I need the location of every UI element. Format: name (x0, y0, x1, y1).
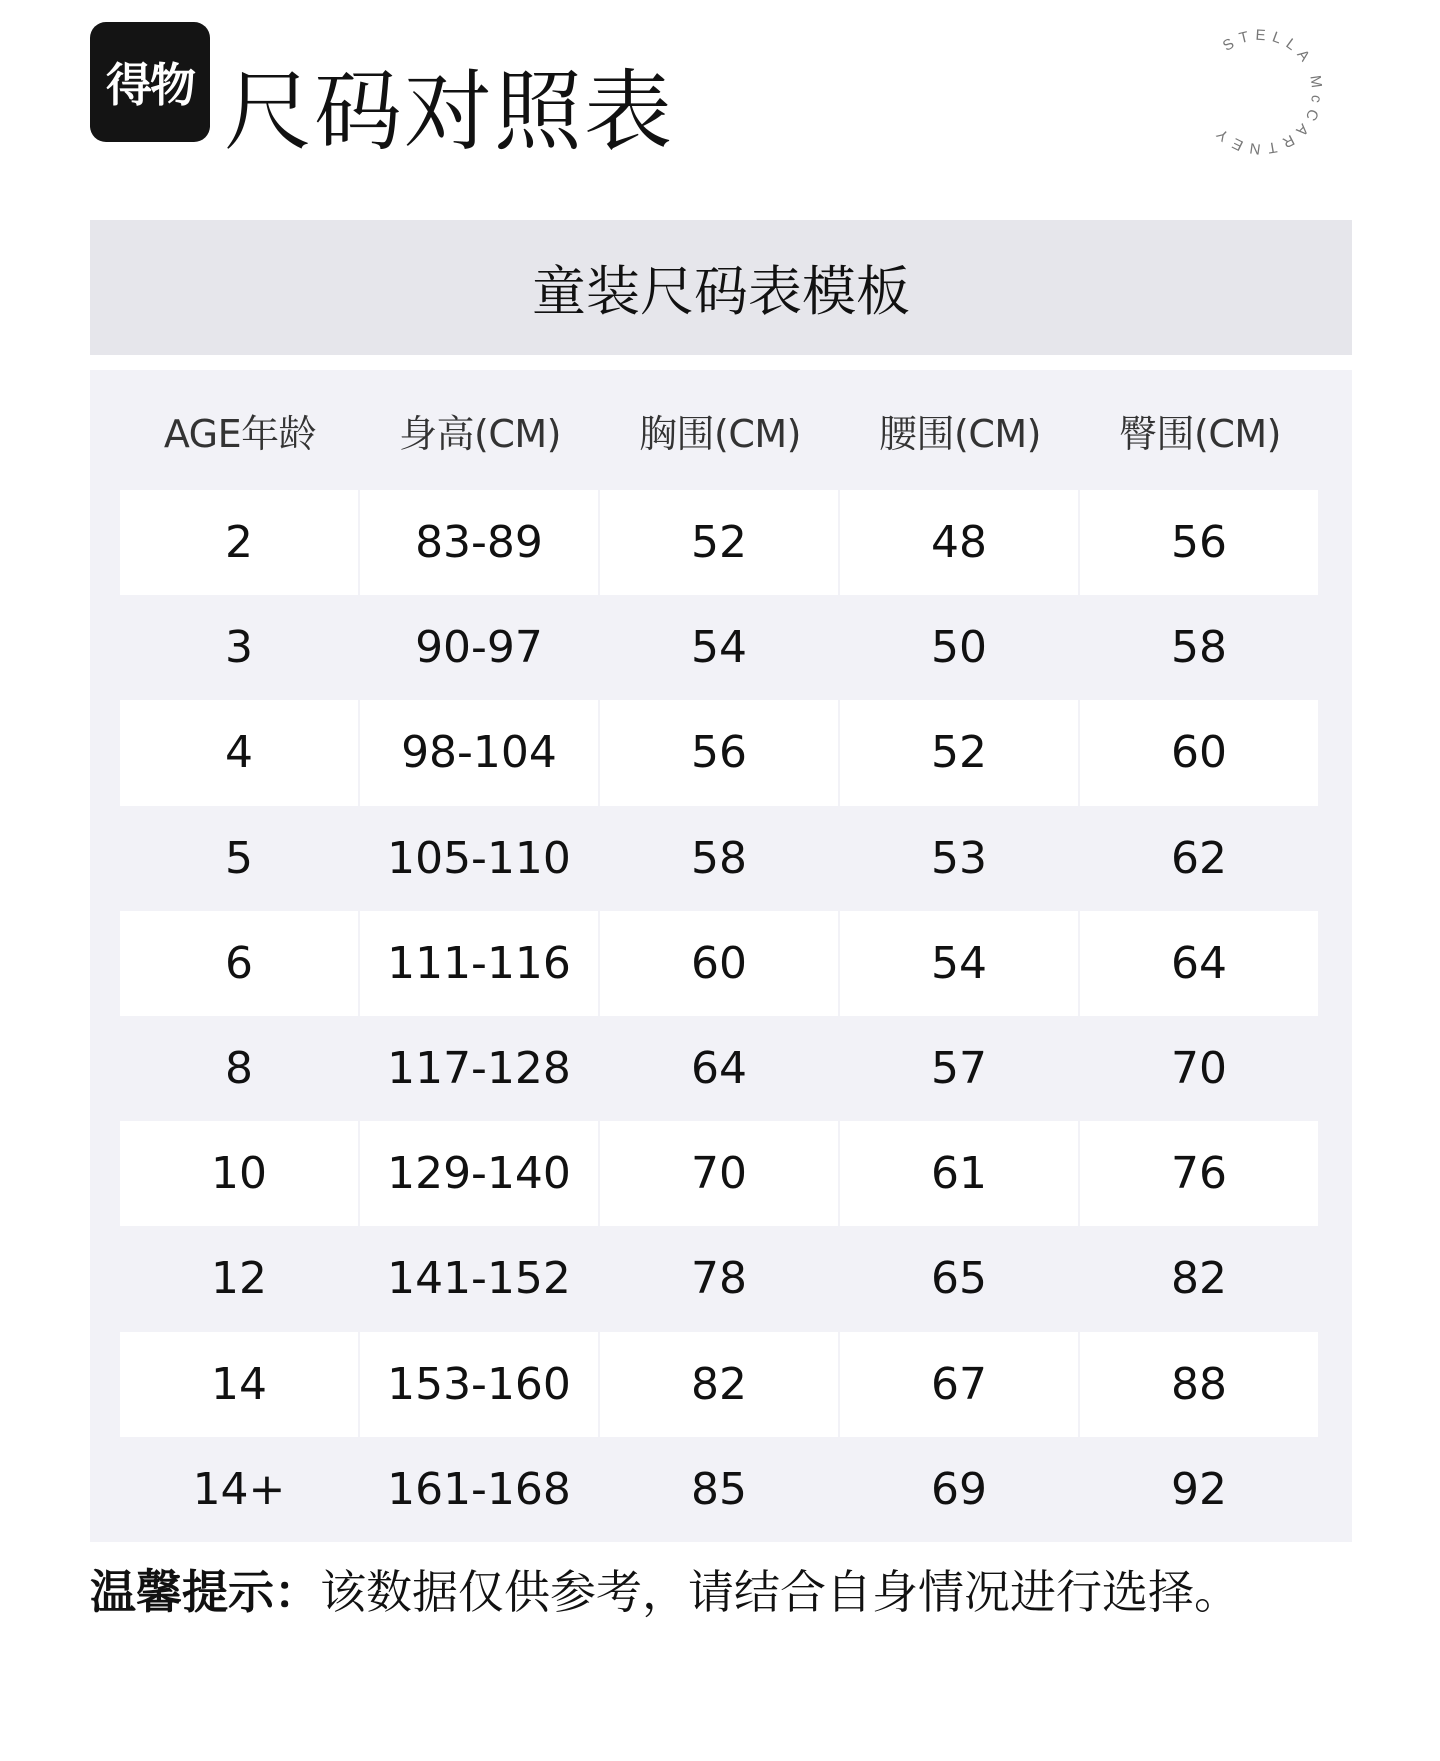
table-row (120, 806, 1320, 911)
cell-chest: 58 (691, 832, 747, 884)
cell-height: 129-140 (360, 1121, 598, 1226)
column-header-age: AGE年龄 (163, 411, 317, 456)
cell-height: 98-104 (360, 700, 598, 805)
brand-ring-logo (1190, 22, 1330, 162)
table-row (120, 1226, 1320, 1331)
table-row (120, 1121, 1320, 1226)
table-row (120, 490, 1320, 595)
cell-hip: 82 (1171, 1253, 1227, 1305)
cell-waist: 54 (840, 911, 1078, 1016)
cell-chest: 54 (691, 622, 747, 674)
cell-chest: 64 (691, 1043, 747, 1095)
template-title-bar (90, 220, 1352, 355)
cell-height: 161-168 (387, 1463, 571, 1515)
cell-hip: 56 (1080, 490, 1318, 595)
cell-chest: 60 (600, 911, 838, 1016)
cell-waist: 53 (931, 832, 987, 884)
cell-chest: 78 (691, 1253, 747, 1305)
cell-waist: 69 (931, 1463, 987, 1515)
cell-chest: 52 (600, 490, 838, 595)
cell-height: 153-160 (360, 1332, 598, 1437)
cell-hip: 60 (1080, 700, 1318, 805)
cell-hip: 88 (1080, 1332, 1318, 1437)
app-logo (90, 22, 210, 142)
template-title: 童装尺码表模板 (532, 260, 910, 323)
header (90, 22, 1350, 182)
cell-age: 14 (120, 1332, 358, 1437)
cell-age: 2 (120, 490, 358, 595)
table-row (120, 911, 1320, 1016)
app-logo-text: 得物 (106, 58, 194, 112)
footer-note-text: 该数据仅供参考，请结合自身情况进行选择。 (320, 1565, 1240, 1619)
footer-note-label: 温馨提示： (90, 1565, 320, 1619)
cell-age: 6 (120, 911, 358, 1016)
cell-waist: 61 (840, 1121, 1078, 1226)
table-row (120, 1437, 1320, 1542)
cell-height: 83-89 (360, 490, 598, 595)
cell-chest: 70 (600, 1121, 838, 1226)
cell-hip: 64 (1080, 911, 1318, 1016)
column-header-waist: 腰围(CM) (879, 411, 1041, 456)
table-row (120, 595, 1320, 700)
cell-waist: 48 (840, 490, 1078, 595)
cell-hip: 76 (1080, 1121, 1318, 1226)
table-body (120, 490, 1320, 1542)
table-row (120, 1016, 1320, 1121)
page-title: 尺码对照表 (224, 60, 675, 163)
cell-height: 141-152 (387, 1253, 571, 1305)
footer-note (90, 1560, 1352, 1624)
cell-hip: 58 (1171, 622, 1227, 674)
brand-ring-text: STELLA McCARTNEY (1209, 26, 1326, 158)
cell-chest: 82 (600, 1332, 838, 1437)
cell-hip: 62 (1171, 832, 1227, 884)
cell-age: 3 (225, 622, 253, 674)
cell-height: 90-97 (415, 622, 543, 674)
cell-age: 12 (211, 1253, 267, 1305)
cell-age: 14+ (192, 1463, 286, 1515)
cell-waist: 52 (840, 700, 1078, 805)
cell-chest: 85 (691, 1463, 747, 1515)
cell-waist: 67 (840, 1332, 1078, 1437)
cell-height: 105-110 (387, 832, 571, 884)
table-row (120, 700, 1320, 805)
cell-age: 5 (225, 832, 253, 884)
column-header-height: 身高(CM) (399, 411, 561, 456)
cell-waist: 65 (931, 1253, 987, 1305)
cell-waist: 57 (931, 1043, 987, 1095)
cell-age: 4 (120, 700, 358, 805)
size-table (90, 370, 1352, 1542)
cell-height: 117-128 (387, 1043, 571, 1095)
cell-age: 10 (120, 1121, 358, 1226)
cell-hip: 92 (1171, 1463, 1227, 1515)
column-header-hip: 臀围(CM) (1119, 411, 1281, 456)
table-header-row (120, 370, 1320, 490)
column-header-chest: 胸围(CM) (639, 411, 801, 456)
cell-chest: 56 (600, 700, 838, 805)
cell-height: 111-116 (360, 911, 598, 1016)
cell-age: 8 (225, 1043, 253, 1095)
svg-text:STELLA McCARTNEY (1209, 27, 1325, 158)
cell-hip: 70 (1171, 1043, 1227, 1095)
table-row (120, 1332, 1320, 1437)
cell-waist: 50 (931, 622, 987, 674)
